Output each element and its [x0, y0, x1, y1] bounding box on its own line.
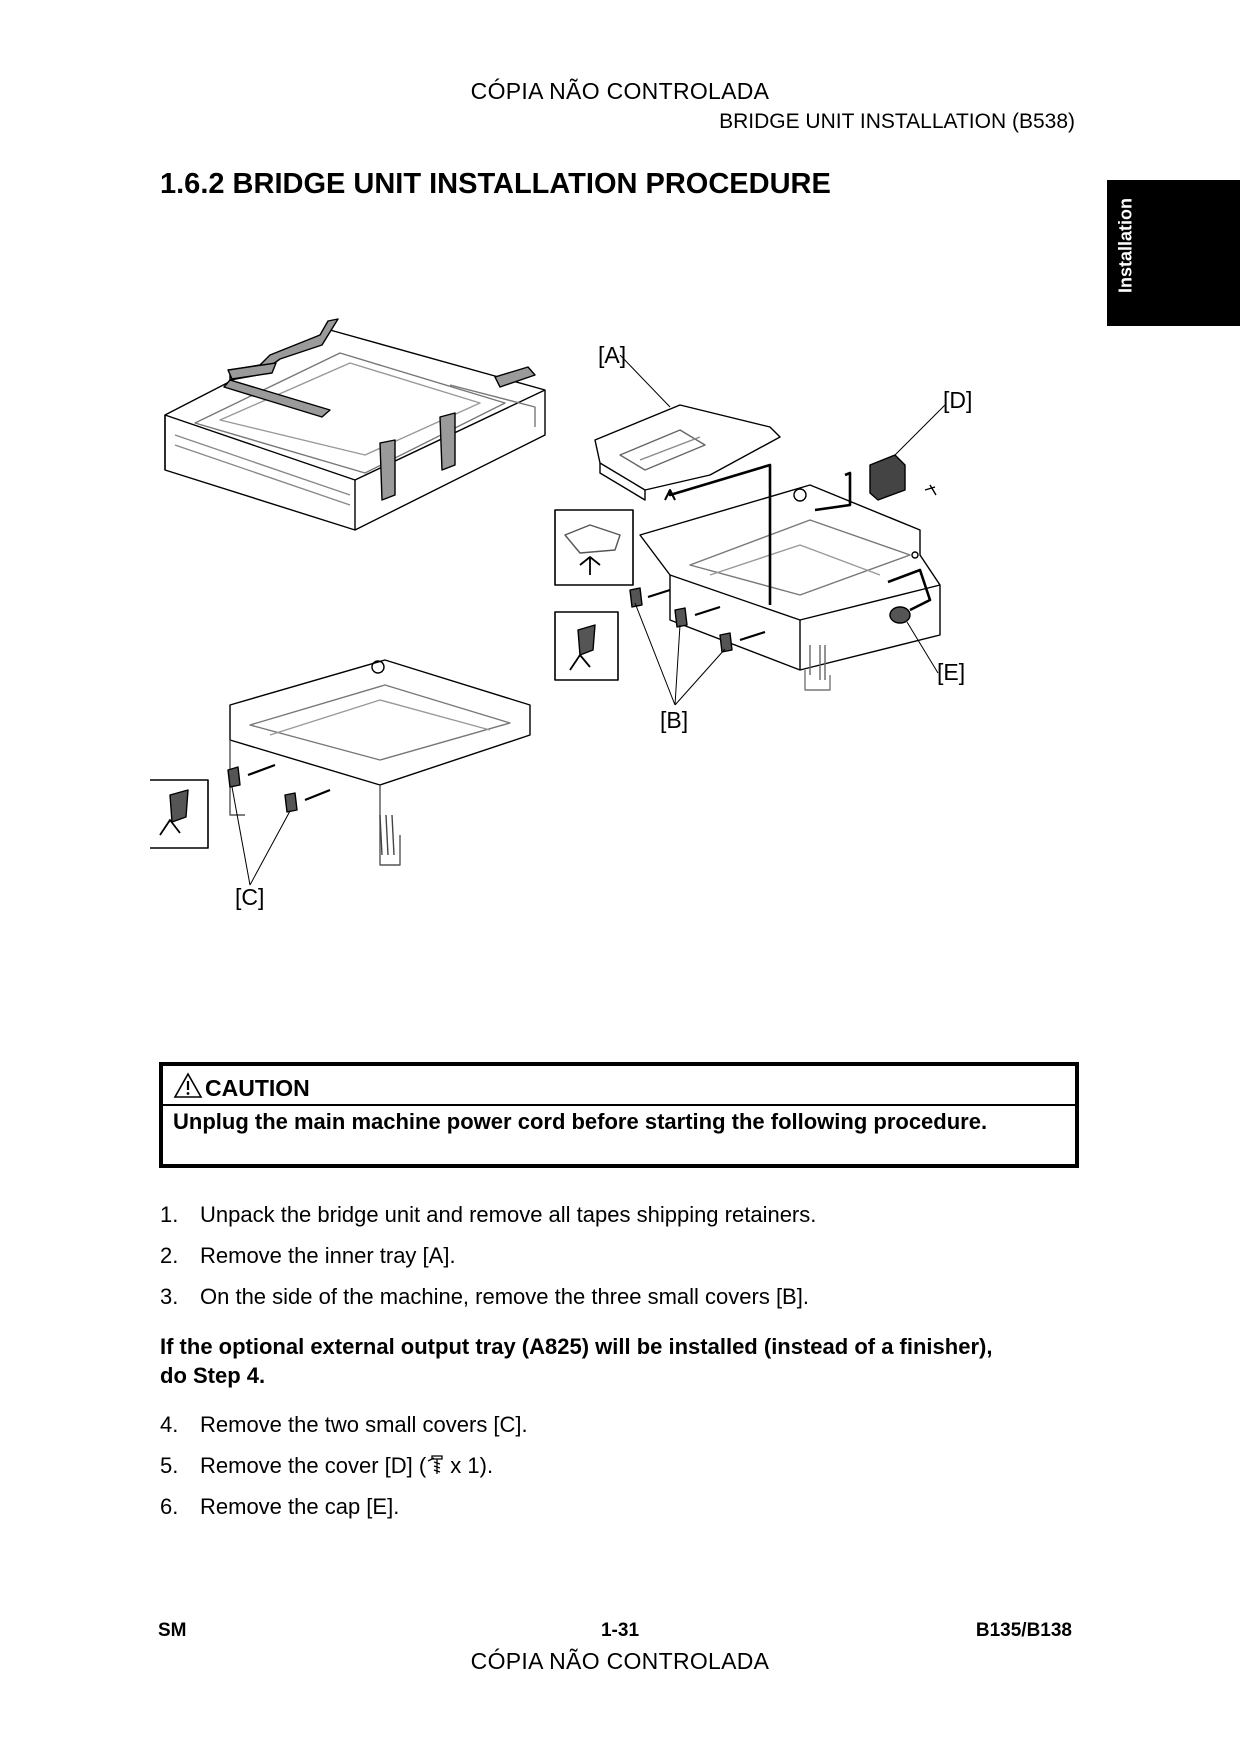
- side-tab-label: Installation: [1115, 197, 1136, 293]
- label-c: [C]: [235, 884, 265, 910]
- footer-left: SM: [158, 1620, 187, 1641]
- inner-tray-a: [595, 405, 780, 500]
- optional-tray-note: If the optional external output tray (A825) will be installed (instead of a finisher), do Step 4.: [160, 1334, 993, 1388]
- caution-text: Unplug the main machine power cord before starting the following procedure.: [173, 1109, 988, 1134]
- watermark-bottom: CÓPIA NÃO CONTROLADA: [470, 1648, 770, 1674]
- screw-icon: [426, 1454, 444, 1476]
- step-1: 1. Unpack the bridge unit and remove all tapes shipping retainers.: [160, 1202, 817, 1227]
- caution-heading-text: CAUTION: [205, 1075, 310, 1101]
- installation-figure: [150, 295, 1090, 1015]
- main-machine-illustration: [555, 405, 940, 690]
- step-3: 3. On the side of the machine, remove the three small covers [B].: [160, 1284, 809, 1309]
- side-tab: [1107, 180, 1240, 326]
- warning-triangle-icon: [173, 1072, 203, 1099]
- label-a: [A]: [598, 342, 627, 368]
- watermark-top: CÓPIA NÃO CONTROLADA: [470, 78, 770, 104]
- step-6: 6. Remove the cap [E].: [160, 1494, 400, 1519]
- step-5: 5. Remove the cover [D] ( x 1).: [160, 1453, 494, 1478]
- bridge-unit-illustration: [165, 319, 545, 530]
- label-b: [B]: [660, 707, 689, 733]
- page-number: 1-31: [600, 1620, 640, 1641]
- section-title: 1.6.2 BRIDGE UNIT INSTALLATION PROCEDURE: [160, 168, 831, 200]
- label-e: [E]: [937, 659, 966, 685]
- caution-heading: [163, 1066, 1075, 1106]
- caution-box: [159, 1062, 1079, 1168]
- step-2: 2. Remove the inner tray [A].: [160, 1243, 456, 1268]
- small-covers-c-illustration: [150, 660, 530, 865]
- footer-right: B135/B138: [975, 1620, 1072, 1641]
- step-4: 4. Remove the two small covers [C].: [160, 1412, 528, 1437]
- running-title: BRIDGE UNIT INSTALLATION (B538): [719, 110, 1075, 133]
- label-d: [D]: [943, 387, 973, 413]
